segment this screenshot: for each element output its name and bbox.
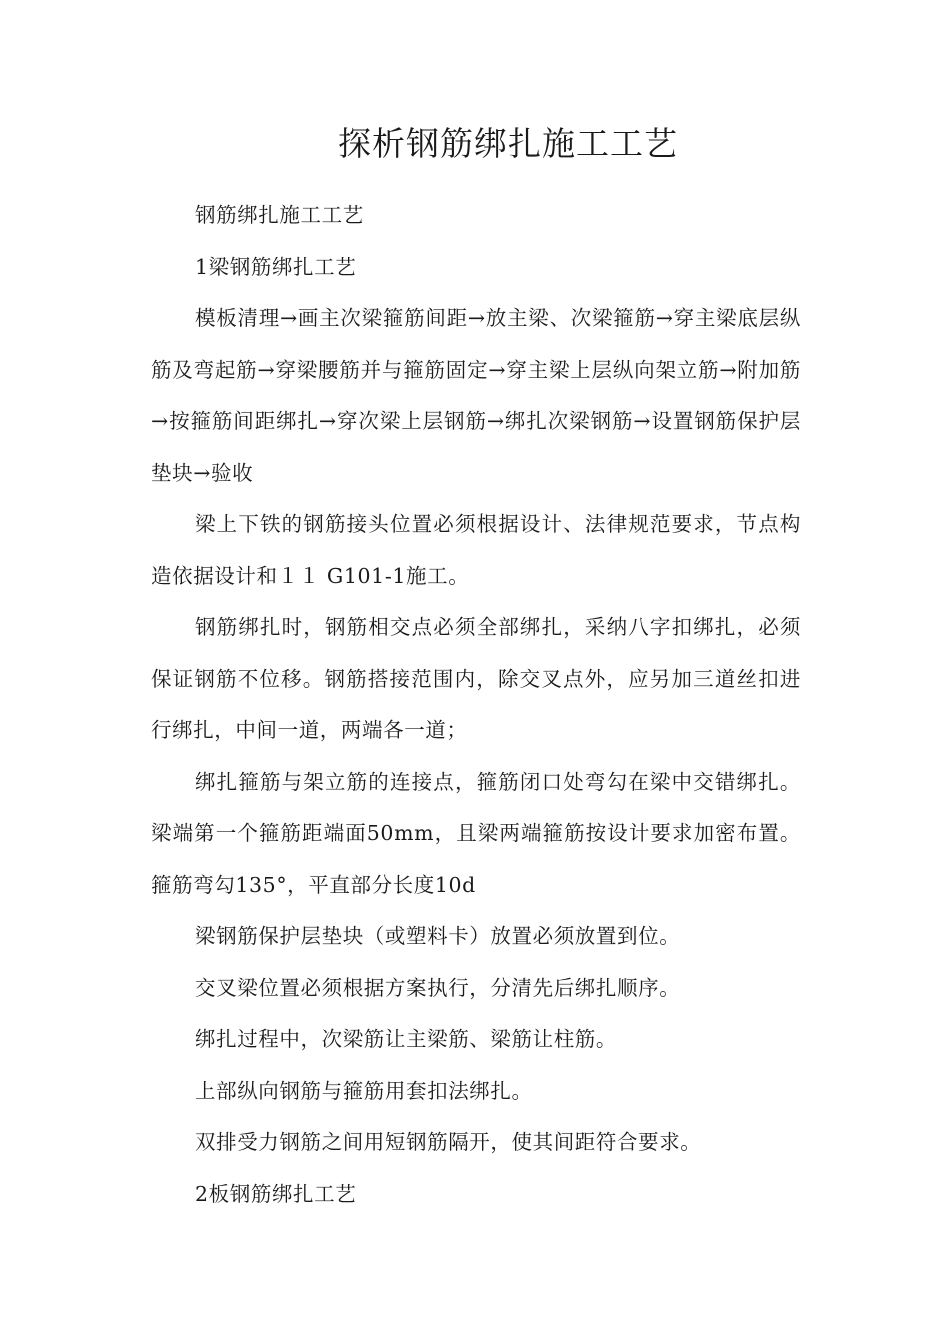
paragraph-binding-order: 绑扎过程中，次梁筋让主梁筋、梁筋让柱筋。 — [195, 1027, 617, 1051]
paragraph-stirrup-binding: 绑扎箍筋与架立筋的连接点，箍筋闭口处弯勾在梁中交错绑扎。梁端第一个箍筋距端面50mm，且梁两端箍筋按设计要求加密布置。箍筋弯勾135°，平直部分长度10d — [151, 769, 801, 897]
paragraph-double-row: 双排受力钢筋之间用短钢筋隔开，使其间距符合要求。 — [195, 1130, 702, 1154]
document-body — [151, 190, 801, 1220]
paragraph-section-heading: 钢筋绑扎施工工艺 — [195, 203, 364, 227]
paragraph-binding-method: 钢筋绑扎时，钢筋相交点必须全部绑扎，采纳八字扣绑扎，必须保证钢筋不位移。钢筋搭接范围内，除交叉点外，应另加三道丝扣进行绑扎，中间一道，两端各一道； — [151, 615, 801, 742]
paragraph-beam-procedure: 模板清理→画主次梁箍筋间距→放主梁、次梁箍筋→穿主梁底层纵筋及弯起筋→穿梁腰筋并与箍筋固定→穿主梁上层纵向架立筋→附加筋→按箍筋间距绑扎→穿次梁上层钢筋→绑扎次梁钢筋→设置钢筋保护层垫块→验收 — [151, 306, 801, 485]
document-title: 探析钢筋绑扎施工工艺 — [338, 124, 678, 163]
paragraph-cross-beams: 交叉梁位置必须根据方案执行，分清先后绑扎顺序。 — [195, 975, 681, 1000]
paragraph-joint-position: 梁上下铁的钢筋接头位置必须根据设计、法律规范要求，节点构造依据设计和１１ G101-1施工。 — [151, 512, 801, 588]
paragraph-subsection-beam: 1梁钢筋绑扎工艺 — [195, 254, 357, 279]
paragraph-cover-blocks: 梁钢筋保护层垫块（或塑料卡）放置必须放置到位。 — [195, 924, 681, 948]
paragraph-subsection-slab: 2板钢筋绑扎工艺 — [195, 1181, 357, 1206]
paragraph-upper-rebar: 上部纵向钢筋与箍筋用套扣法绑扎。 — [195, 1078, 533, 1103]
